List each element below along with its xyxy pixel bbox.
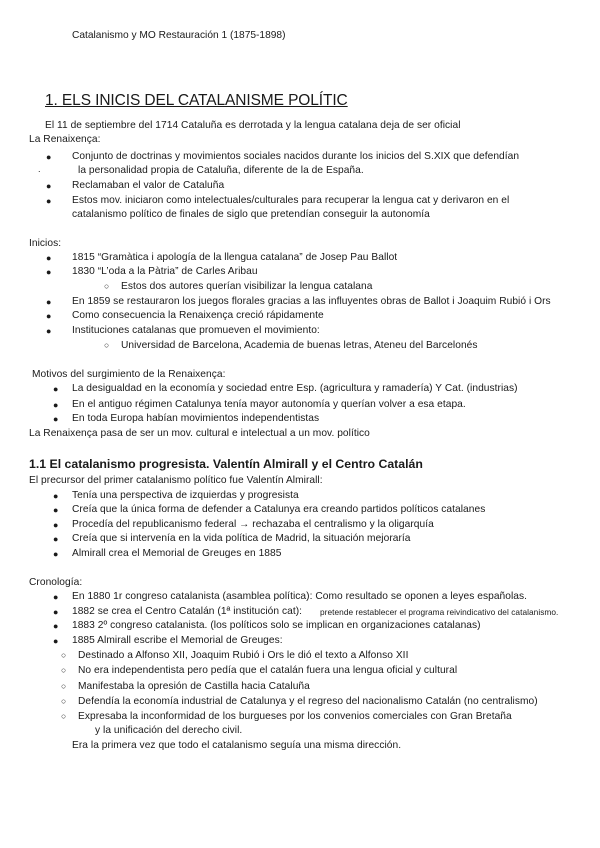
sub-list-item-continuation: y la unificación del derecho civil. <box>95 725 243 736</box>
bullet-icon: ● <box>53 607 59 617</box>
hollow-bullet-icon: ○ <box>104 340 110 350</box>
list-item-continuation: catalanismo político de finales de siglo que pretendían conseguir la autonomía <box>72 209 430 220</box>
section-1-title: 1. ELS INICIS DEL CATALANISME POLÍTIC <box>45 92 348 109</box>
list-item: la personalidad propia de Cataluña, diferente de la de España. <box>78 165 364 176</box>
bullet-icon: ● <box>46 326 52 336</box>
inicios-label: Inicios: <box>29 238 62 249</box>
hollow-bullet-icon: ○ <box>61 650 67 660</box>
bullet-icon: ● <box>53 549 59 559</box>
bullet-icon: ● <box>46 311 52 321</box>
list-item: Creía que la única forma de defender a Catalunya era creando partidos políticos catalanes <box>72 504 486 515</box>
bullet-icon: ● <box>53 636 59 646</box>
list-item: Como consecuencia la Renaixença creció rápidamente <box>72 310 324 321</box>
hollow-bullet-icon: ○ <box>61 665 67 675</box>
bullet-icon: ● <box>46 152 52 162</box>
bullet-icon: ● <box>46 196 52 206</box>
page-header: Catalanismo y MO Restauración 1 (1875-1898) <box>72 30 286 41</box>
sub-list-item: Estos dos autores querían visibilizar la lengua catalana <box>121 281 373 292</box>
sub-list-item: Manifestaba la opresión de Castilla hacia Cataluña <box>78 681 310 692</box>
sub-list-item: Defendía la economía industrial de Catalunya y el regreso del nacionalismo Catalán (no centralismo) <box>78 696 538 707</box>
bullet-icon: ● <box>53 384 59 394</box>
closing-text: Era la primera vez que todo el catalanismo seguía una misma dirección. <box>72 740 402 751</box>
list-item: Conjunto de doctrinas y movimientos sociales nacidos durante los inicios del S.XIX que defendían <box>72 151 520 162</box>
bullet-icon: ● <box>53 592 59 602</box>
hollow-bullet-icon: ○ <box>61 681 67 691</box>
list-item: Instituciones catalanas que promueven el movimiento: <box>72 325 320 336</box>
list-item: En 1880 1r congreso catalanista (asamblea política): Como resultado se oponen a leyes españolas. <box>72 591 528 602</box>
bullet-icon: ● <box>53 414 59 424</box>
list-item: 1883 2º congreso catalanista. (los políticos solo se implican en organizaciones catalanas) <box>72 620 481 631</box>
list-item: 1885 Almirall escribe el Memorial de Greuges: <box>72 635 283 646</box>
conclusion-text: La Renaixença pasa de ser un mov. cultural e intelectual a un mov. político <box>29 428 370 439</box>
list-item: Reclamaban el valor de Cataluña <box>72 180 225 191</box>
sub-list-item: Destinado a Alfonso XII, Joaquim Rubió i Ors le dió el texto a Alfonso XII <box>78 650 409 661</box>
dot-marker: . <box>38 164 41 174</box>
hollow-bullet-icon: ○ <box>104 281 110 291</box>
section-1-1-title: 1.1 El catalanismo progresista. Valentín Almirall y el Centro Catalán <box>29 457 423 471</box>
list-item: Creía que si intervenía en la vida política de Madrid, la situación mejoraría <box>72 533 411 544</box>
bullet-icon: ● <box>46 181 52 191</box>
renaixenca-label: La Renaixença: <box>29 134 101 145</box>
bullet-icon: ● <box>53 400 59 410</box>
list-item: En toda Europa habían movimientos independentistas <box>72 413 320 424</box>
list-item: Estos mov. iniciaron como intelectuales/culturales para recuperar la lengua cat y derivaron en el <box>72 195 510 206</box>
bullet-icon: ● <box>53 505 59 515</box>
motivos-label: Motivos del surgimiento de la Renaixença: <box>32 369 226 380</box>
sub-list-item: Expresaba la inconformidad de los burgueses por los convenios comerciales con Gran Bretaña <box>78 711 512 722</box>
list-item: En el antiguo régimen Catalunya tenía mayor autonomía y querían volver a esa etapa. <box>72 399 466 410</box>
list-item: La desigualdad en la economía y sociedad entre Esp. (agricultura y ramadería) Y Cat. (industrias) <box>72 383 518 394</box>
section-intro: El precursor del primer catalanismo político fue Valentín Almirall: <box>29 475 323 486</box>
bullet-icon: ● <box>53 534 59 544</box>
bullet-icon: ● <box>53 520 59 530</box>
sub-list-item: No era independentista pero pedía que el catalán fuera una lengua oficial y cultural <box>78 665 458 676</box>
hollow-bullet-icon: ○ <box>61 696 67 706</box>
list-item: Tenía una perspectiva de izquierdas y progresista <box>72 490 299 501</box>
intro-text: El 11 de septiembre del 1714 Cataluña es derrotada y la lengua catalana deja de ser oficial <box>45 120 461 131</box>
list-item: 1882 se crea el Centro Catalán (1ª institución cat): <box>72 606 303 617</box>
list-item: 1815 “Gramàtica i apología de la llengua catalana” de Josep Pau Ballot <box>72 252 398 263</box>
sub-list-item: Universidad de Barcelona, Academia de buenas letras, Ateneu del Barcelonés <box>121 340 478 351</box>
list-item: Procedía del republicanismo federal → rechazaba el centralismo y la oligarquía <box>72 519 434 530</box>
list-item-note: pretende restablecer el programa reivindicativo del catalanismo. <box>320 607 559 617</box>
bullet-icon: ● <box>46 253 52 263</box>
bullet-icon: ● <box>53 621 59 631</box>
bullet-icon: ● <box>53 491 59 501</box>
bullet-icon: ● <box>46 297 52 307</box>
list-item: En 1859 se restauraron los juegos florales gracias a las influyentes obras de Ballot i Joaquim Rubió i Ors <box>72 296 551 307</box>
list-item: 1830 “L’oda a la Pàtria” de Carles Aribau <box>72 266 258 277</box>
bullet-icon: ● <box>46 267 52 277</box>
cronologia-label: Cronología: <box>29 577 83 588</box>
hollow-bullet-icon: ○ <box>61 711 67 721</box>
list-item: Almirall crea el Memorial de Greuges en 1885 <box>72 548 282 559</box>
